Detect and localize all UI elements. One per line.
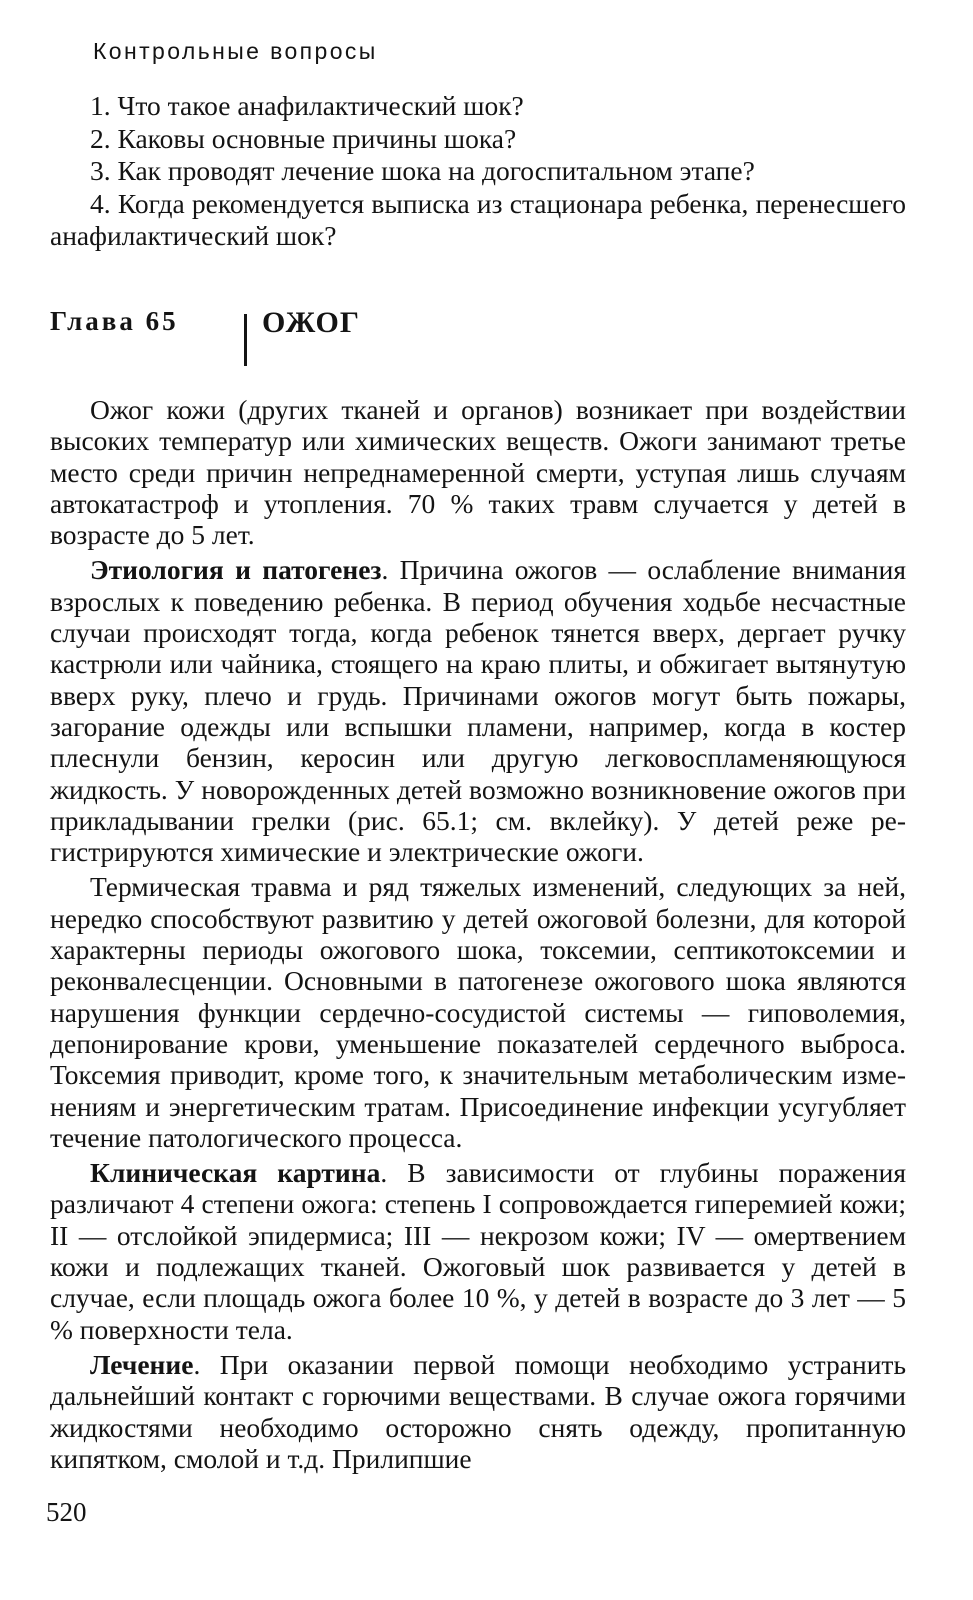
- paragraph-text: . При оказании первой помощи необходимо устранить дальнейший контакт с горючими веществами. В случае ожога горячими жидкостями необходимо осторожно снять одежду, пропитанную кипятком, смолой и т.д. Прилипшие: [50, 1348, 906, 1474]
- paragraph-text: . В зависимости от глубины поражения различают 4 степени ожога: степень I сопровождается гиперемией кожи; II — отслойкой эпидермиса; III — некрозом кожи; IV — омертвением кожи и подлежащих тканей. Ожоговый шок развивается у детей в случае, если площадь ожога более 10 %, у детей в возрасте до 3 лет — 5 % поверхности тела.: [50, 1157, 906, 1345]
- control-questions-heading: Контрольные вопросы: [93, 38, 378, 64]
- paragraph-pathogenesis: [50, 871, 906, 1153]
- chapter-body: [50, 394, 906, 1478]
- question-item: 3. Как проводят лечение шока на догоспитальном этапе?: [90, 155, 755, 186]
- paragraph-intro: [50, 394, 906, 550]
- chapter-divider: [244, 314, 247, 366]
- paragraph-text: Термическая травма и ряд тяжелых изменений, следующих за ней, нередко способствуют развитию у детей ожоговой болезни, для которой характерны периоды ожогового шока, токсемии, септикотоксемии и реконвалесценции. Основными в патогенезе ожогового шока являются нарушения функции сердечно-сосудистой системы — гиповолемия, депонирование крови, уменьшение показателей сердечного выброса. Токсемия приводит, кроме того, к значительным метаболическим изменениям и энергетическим тратам. Присоединение инфекции усугубляет течение патологического процесса.: [50, 871, 906, 1153]
- paragraph-lead: Этиология и патогенез: [90, 554, 382, 586]
- paragraph-etiology: [50, 554, 906, 867]
- page-number: 520: [46, 1497, 87, 1527]
- chapter-title: ОЖОГ: [262, 306, 360, 339]
- paragraph-text: . Причина ожогов — ослабление внимания взрослых к поведению ребенка. В период обучения ходьбе несчастные случаи происходят тогда, когда ребенок тянется вверх, дергает ручку кастрюли или чайника, стоящего на краю плиты, и обжигает вытянутую вверх руку, плечо и грудь. Причинами ожогов могут быть пожары, загорание одежды или вспышки пламени, например, когда в костер плеснули бензин, керосин или другую легковоспламеняющуюся жидкость. У новорожденных детей возможно возникновение ожогов при прикладывании грелки (рис. 65.1; см. вклейку). У детей реже регистрируются химические и электрические ожоги.: [50, 554, 906, 868]
- control-questions-list: [50, 90, 906, 253]
- paragraph-lead: Лечение: [90, 1348, 194, 1380]
- paragraph-text: Ожог кожи (других тканей и органов) возникает при воздействии высоких температур или химических веществ. Ожоги занимают третье место среди причин непреднамеренной смерти, уступая лишь случаям автокатастроф и утопления. 70 % таких травм случается у детей в возрасте до 5 лет.: [50, 394, 906, 551]
- paragraph-treatment: [50, 1349, 906, 1474]
- question-item: 2. Каковы основные причины шока?: [90, 122, 517, 154]
- question-item: 4. Когда рекомендуется выписка из стационара ребенка, перенесшего анафилактический шок?: [50, 187, 906, 251]
- question-item: 1. Что такое анафилактический шок?: [90, 90, 524, 121]
- paragraph-clinical: [50, 1157, 906, 1345]
- chapter-label: Глава 65: [50, 306, 179, 336]
- paragraph-lead: Клиническая картина: [90, 1157, 381, 1189]
